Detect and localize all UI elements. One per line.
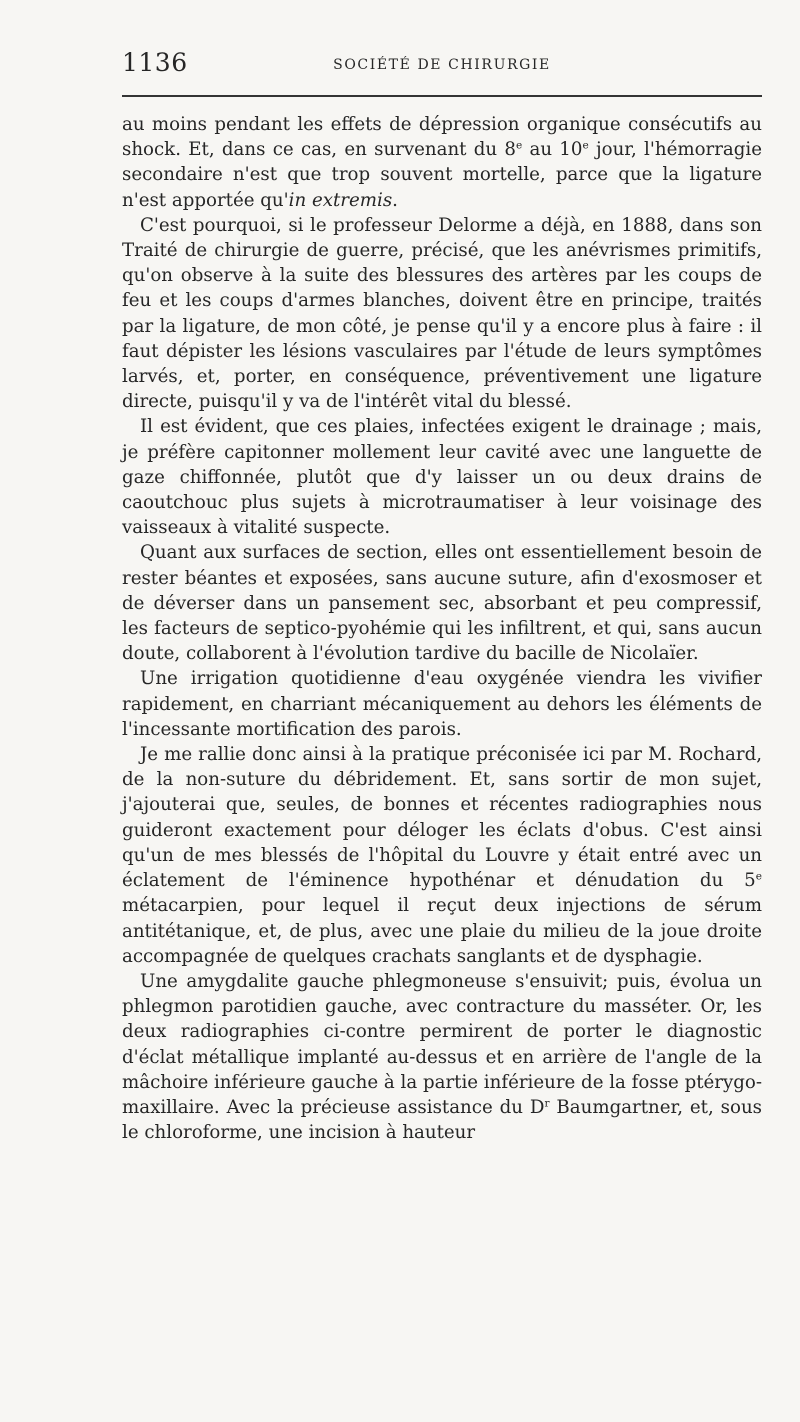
superscript-text: e	[755, 870, 762, 883]
italic-text: in extremis	[288, 189, 393, 211]
paragraph-text: au 10	[522, 139, 583, 161]
paragraph	[122, 742, 762, 969]
paragraph-text: métacarpien, pour lequel il reçut deux injections de sérum antitétanique, et, de plus, avec une plaie du milieu de la joue droite accompagnée de quelques crachats sanglants et de dysphagie.	[122, 895, 762, 967]
page-header	[122, 48, 762, 78]
superscript-text: r	[544, 1097, 550, 1110]
paragraph	[122, 666, 762, 742]
paragraph-text: au moins pendant les effets de dépression organique consécutifs au shock. Et, dans ce cas, en survenant du 8	[122, 114, 762, 161]
paragraph	[122, 414, 762, 540]
paragraph	[122, 540, 762, 666]
paragraph-text: Il est évident, que ces plaies, infectées exigent le drainage ; mais, je préfère capitonner mollement leur cavité avec une languette de gaze chiffonnée, plutôt que d'y laisser un ou deux drains de caoutchouc plus sujets à microtraumatiser à leur voisinage des vaisseaux à vitalité suspecte.	[122, 416, 762, 539]
body-text	[122, 112, 762, 1145]
page-number: 1136	[122, 48, 188, 77]
paragraph-text: C'est pourquoi, si le professeur Delorme a déjà, en 1888, dans son Traité de chirurgie de guerre, précisé, que les anévrismes primitifs, qu'on observe à la suite des blessures des artères par les coups de feu et les coups d'armes blanches, doivent être en principe, traités par la ligature, de mon côté, je pense qu'il y a encore plus à faire : il faut dépister les lésions vasculaires par l'étude de leurs symptômes larvés, et, porter, en conséquence, préventivement une ligature directe, puisqu'il y va de l'intérêt vital du blessé.	[122, 214, 762, 413]
superscript-text: e	[582, 139, 589, 152]
paragraph-text: Une irrigation quotidienne d'eau oxygénée viendra les vivifier rapidement, en charriant mécaniquement au dehors les éléments de l'incessante mortification des parois.	[122, 668, 762, 740]
paragraph-text: Baumgartner, et, sous le chloroforme, une incision à hauteur	[122, 1096, 762, 1144]
paragraph	[122, 213, 762, 415]
paragraph-text: Quant aux surfaces de section, elles ont essentiellement besoin de rester béantes et exposées, sans aucune suture, afin d'exosmoser et de déverser dans un pansement sec, absorbant et peu compressif, les facteurs de septico-pyohémie qui les infiltrent, et qui, sans aucun doute, collaborent à l'évolution tardive du bacille de Nicolaïer.	[122, 542, 762, 665]
superscript-text: e	[515, 139, 523, 152]
running-title: SOCIÉTÉ DE CHIRURGIE	[333, 57, 551, 73]
paragraph-text: Je me rallie donc ainsi à la pratique préconisée ici par M. Rochard, de la non-suture du débridement. Et, sans sortir de mon sujet, j'ajouterai que, seules, de bonnes et récentes radiographies nous guideront exactement pour déloger les éclats d'obus. C'est ainsi qu'un de mes blessés de l'hôpital du Louvre y était entré avec un éclatement de l'éminence hypothénar et dénudation du 5	[122, 744, 762, 892]
header-rule	[122, 95, 762, 97]
paragraph	[122, 112, 762, 213]
paragraph	[122, 969, 762, 1145]
paragraph-text: .	[392, 189, 398, 211]
paragraph-text: jour, l'hémorragie secondaire n'est que trop souvent mortelle, parce que la ligature n'est apportée qu'	[122, 139, 762, 211]
paragraph-text: Une amygdalite gauche phlegmoneuse s'ensuivit; puis, évolua un phlegmon parotidien gauche, avec contracture du masséter. Or, les deux radiographies ci-contre permirent de porter le diagnostic d'éclat métallique implanté au-dessus et en arrière de l'angle de la mâchoire inférieure gauche à la partie inférieure de la fosse ptérygo-maxillaire. Avec la précieuse assistance du D	[122, 970, 762, 1118]
